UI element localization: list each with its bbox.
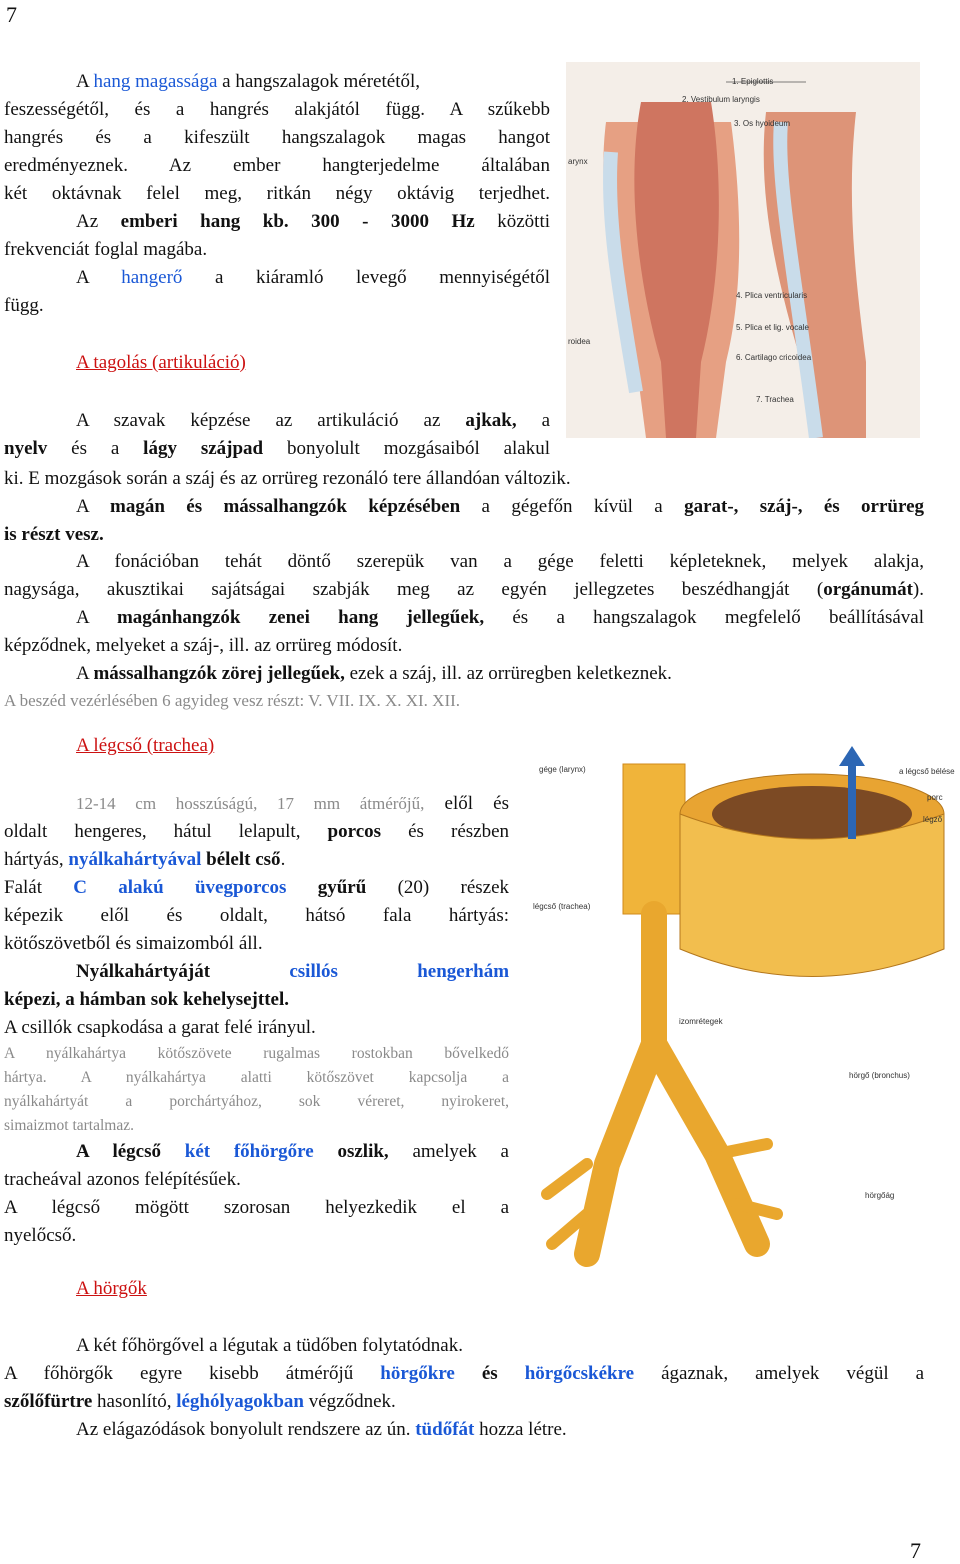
bold-text: orgánumát [823, 579, 913, 601]
bold-text: mássalhangzók zörej jellegűek, [93, 662, 345, 684]
hang-line [4, 208, 550, 236]
horgok-line [4, 1388, 924, 1416]
legcso-line: kötőszövetből és simaizomból áll. [4, 933, 263, 954]
bold-text: nyelv [4, 438, 48, 459]
bold-text: A légcső [76, 1141, 161, 1162]
label-horgo: hörgő (bronchus) [849, 1071, 910, 1080]
tagolas-line [4, 435, 550, 463]
text: a hangszalagok méretétől, [222, 71, 421, 92]
label-legcso: légcső (trachea) [533, 902, 591, 911]
bold-text: Nyálkahártyáját [76, 961, 211, 982]
hang-line [4, 264, 550, 292]
text: ezek a száj, ill. az orrüregben keletkeznek. [349, 662, 672, 684]
term-csillos: csillós [289, 961, 338, 982]
hang-line: függ. [4, 295, 44, 316]
hang-line: frekvenciát foglal magába. [4, 239, 208, 260]
text: (20) részek [397, 877, 510, 898]
bold-text: magánhangzók zenei hang jellegűek, [116, 606, 485, 628]
tagolas-line [4, 493, 924, 521]
text: Az [76, 211, 99, 232]
term-nyalkahartya: nyálkahártyával [68, 849, 202, 870]
text: A [76, 267, 89, 288]
label-larynx: arynx [568, 157, 588, 166]
term-hengerham: hengerhám [417, 961, 510, 982]
label-os-hyoideum: 3. Os hyoideum [734, 119, 791, 128]
text: és a hangszalagok megfelelő beállításával [512, 606, 924, 628]
hang-line [4, 68, 550, 96]
text: bonyolult mozgásaiból alakul [286, 438, 551, 459]
horgok-body [4, 1332, 924, 1444]
label-legzo: légző [923, 815, 943, 824]
tagolas-line: ki. E mozgások során a száj és az orrüreg rezonáló tere állandóan változik. [4, 468, 571, 489]
bold-text: gyűrű [317, 877, 367, 898]
text: A [76, 495, 89, 517]
bold-text: bélelt cső [206, 849, 281, 870]
text: A [76, 662, 89, 684]
label-gege: gége (larynx) [539, 765, 586, 774]
text: a [541, 410, 551, 431]
text: . [280, 849, 286, 870]
legcso-small-line: A nyálkahártya kötőszövete rugalmas rostokban bővelkedő [4, 1045, 509, 1062]
text: és részben [408, 821, 510, 842]
heading-legcso: A légcső (trachea) [76, 735, 215, 756]
bold-text: képezi, a hámban sok kehelysejttel. [4, 989, 289, 1010]
legcso-line [4, 1138, 509, 1166]
label-roidea: roidea [568, 337, 591, 346]
gray-text: 12-14 cm hosszúságú, 17 mm átmérőjű, [76, 794, 425, 813]
text: közötti [497, 211, 551, 232]
hang-line: hangrés és a kifeszült hangszalagok magas hangot [4, 127, 550, 148]
text: nagysága, akusztikai sajátságai szabják meg az egyén jellegzetes beszédhangját ( [4, 579, 824, 601]
heading-horgok: A hörgők [76, 1278, 147, 1299]
legcso-line [4, 818, 509, 846]
label-legcso-belese: a légcső bélése [899, 767, 955, 776]
label-cartilago-cricoidea: 6. Cartilago cricoidea [736, 353, 812, 362]
page-number-bottom: 7 [910, 1538, 921, 1563]
term-hangero: hangerő [121, 267, 183, 288]
text: Falát [4, 877, 42, 898]
bold-text: magán és mássalhangzók képzésében [110, 495, 461, 517]
term-c-alaku: C alakú üvegporcos [73, 877, 287, 898]
tagolas-line: A fonációban tehát döntő szerepük van a gége feletti képleteknek, melyek alakja, [76, 551, 924, 573]
heading-tagolas: A tagolás (artikuláció) [76, 352, 246, 373]
label-porc: porc [927, 793, 943, 802]
term-fohorgo: két főhörgőre [184, 1141, 314, 1162]
text: ágaznak, amelyek végül a [661, 1363, 925, 1384]
label-horgoag: hörgőág [865, 1191, 895, 1200]
horgok-line [4, 1360, 924, 1388]
text: A főhörgők egyre kisebb átmérőjű [4, 1363, 354, 1384]
hang-paragraph [4, 68, 550, 320]
hang-line: két oktávnak felel meg, ritkán négy oktávig terjedhet. [4, 183, 550, 204]
term-tudofa: tüdőfát [415, 1419, 475, 1440]
legcso-line [4, 790, 509, 818]
hang-line: feszességétől, és a hangrés alakjától függ. A szűkebb [4, 99, 550, 120]
label-plica-vocale: 5. Plica et lig. vocale [736, 323, 809, 332]
legcso-small-line: simaizmot tartalmaz. [4, 1117, 134, 1134]
horgok-line: A két főhörgővel a légutak a tüdőben folytatódnak. [76, 1335, 463, 1356]
legcso-line: A csillók csapkodása a garat felé irányul. [4, 1017, 316, 1038]
tagolas-line: képződnek, melyeket a száj-, ill. az orrüreg módosít. [4, 634, 403, 656]
label-vestibulum: 2. Vestibulum laryngis [682, 95, 760, 104]
text: Az elágazódások bonyolult rendszere az ún. [76, 1419, 411, 1440]
term-horgocskek: hörgőcskékre [524, 1363, 635, 1384]
tagolas-body [4, 465, 924, 715]
legcso-line [4, 846, 509, 874]
tagolas-footnote: A beszéd vezérlésében 6 agyideg vesz részt: V. VII. IX. X. XI. XII. [4, 691, 461, 711]
text: oldalt hengeres, hátul lelapult, [4, 821, 301, 842]
legcso-line [4, 874, 509, 902]
label-plica-ventricularis: 4. Plica ventricularis [736, 291, 808, 300]
bold-text: ajkak, [465, 410, 517, 431]
text: hártyás, [4, 849, 64, 870]
text: a gégefőn kívül a [481, 495, 663, 517]
term-leghólyag: léghólyagokban [176, 1391, 304, 1412]
trachea-illustration [527, 744, 959, 1268]
bold-text: is részt vesz. [4, 523, 104, 545]
label-izomretegek: izomrétegek [679, 1017, 723, 1026]
tagolas-intro [4, 407, 550, 463]
text: A szavak képzése az artikuláció az [76, 410, 441, 431]
legcso-line: tracheával azonos felépítésűek. [4, 1169, 241, 1190]
legcso-line [4, 958, 509, 986]
text: a kiáramló levegő mennyiségétől [214, 267, 551, 288]
text: és a [71, 438, 120, 459]
text: A [76, 606, 89, 628]
text: A [76, 71, 89, 92]
legcso-small-line: nyálkahártyát a porchártyához, sok véreret, nyirokeret, [4, 1093, 509, 1110]
legcso-line: nyelőcső. [4, 1225, 77, 1246]
bold-text: és [481, 1363, 498, 1384]
bold-text: porcos [327, 821, 382, 842]
legcso-line: A légcső mögött szorosan helyezkedik el a [4, 1197, 509, 1218]
text: hozza létre. [479, 1419, 567, 1440]
tagolas-line [4, 660, 924, 688]
bold-text: oszlik, [337, 1141, 389, 1162]
page-number-top: 7 [6, 2, 17, 27]
bold-text: garat-, száj-, és orrüreg [684, 495, 925, 517]
text: elől és [444, 793, 509, 814]
bold-text: emberi hang kb. 300 - 3000 Hz [120, 211, 475, 232]
larynx-illustration [566, 62, 920, 438]
term-horgok: hörgőkre [380, 1363, 455, 1384]
trachea-tube [623, 764, 685, 914]
text: végződnek. [308, 1391, 396, 1412]
text: ). [912, 579, 924, 601]
horgok-line [4, 1416, 924, 1444]
legcso-line: képezik elől és oldalt, hátsó fala hártyás: [4, 905, 509, 926]
hang-line: eredményeznek. Az ember hangterjedelme általában [4, 155, 550, 176]
text: amelyek a [412, 1141, 509, 1162]
term-hang-magassaga: hang magassága [93, 71, 218, 92]
legcso-body [4, 790, 509, 1250]
label-epiglottis: 1. Epiglottis [732, 77, 774, 86]
tagolas-line [4, 407, 550, 435]
tagolas-line [4, 604, 924, 632]
bold-text: szőlőfürtre [4, 1391, 93, 1412]
tagolas-line [4, 576, 924, 604]
text: hasonlító, [97, 1391, 172, 1412]
bold-text: lágy szájpad [143, 438, 264, 459]
legcso-small-line: hártya. A nyálkahártya alatti kötőszövet kapcsolja a [4, 1069, 509, 1086]
label-trachea: 7. Trachea [756, 395, 794, 404]
